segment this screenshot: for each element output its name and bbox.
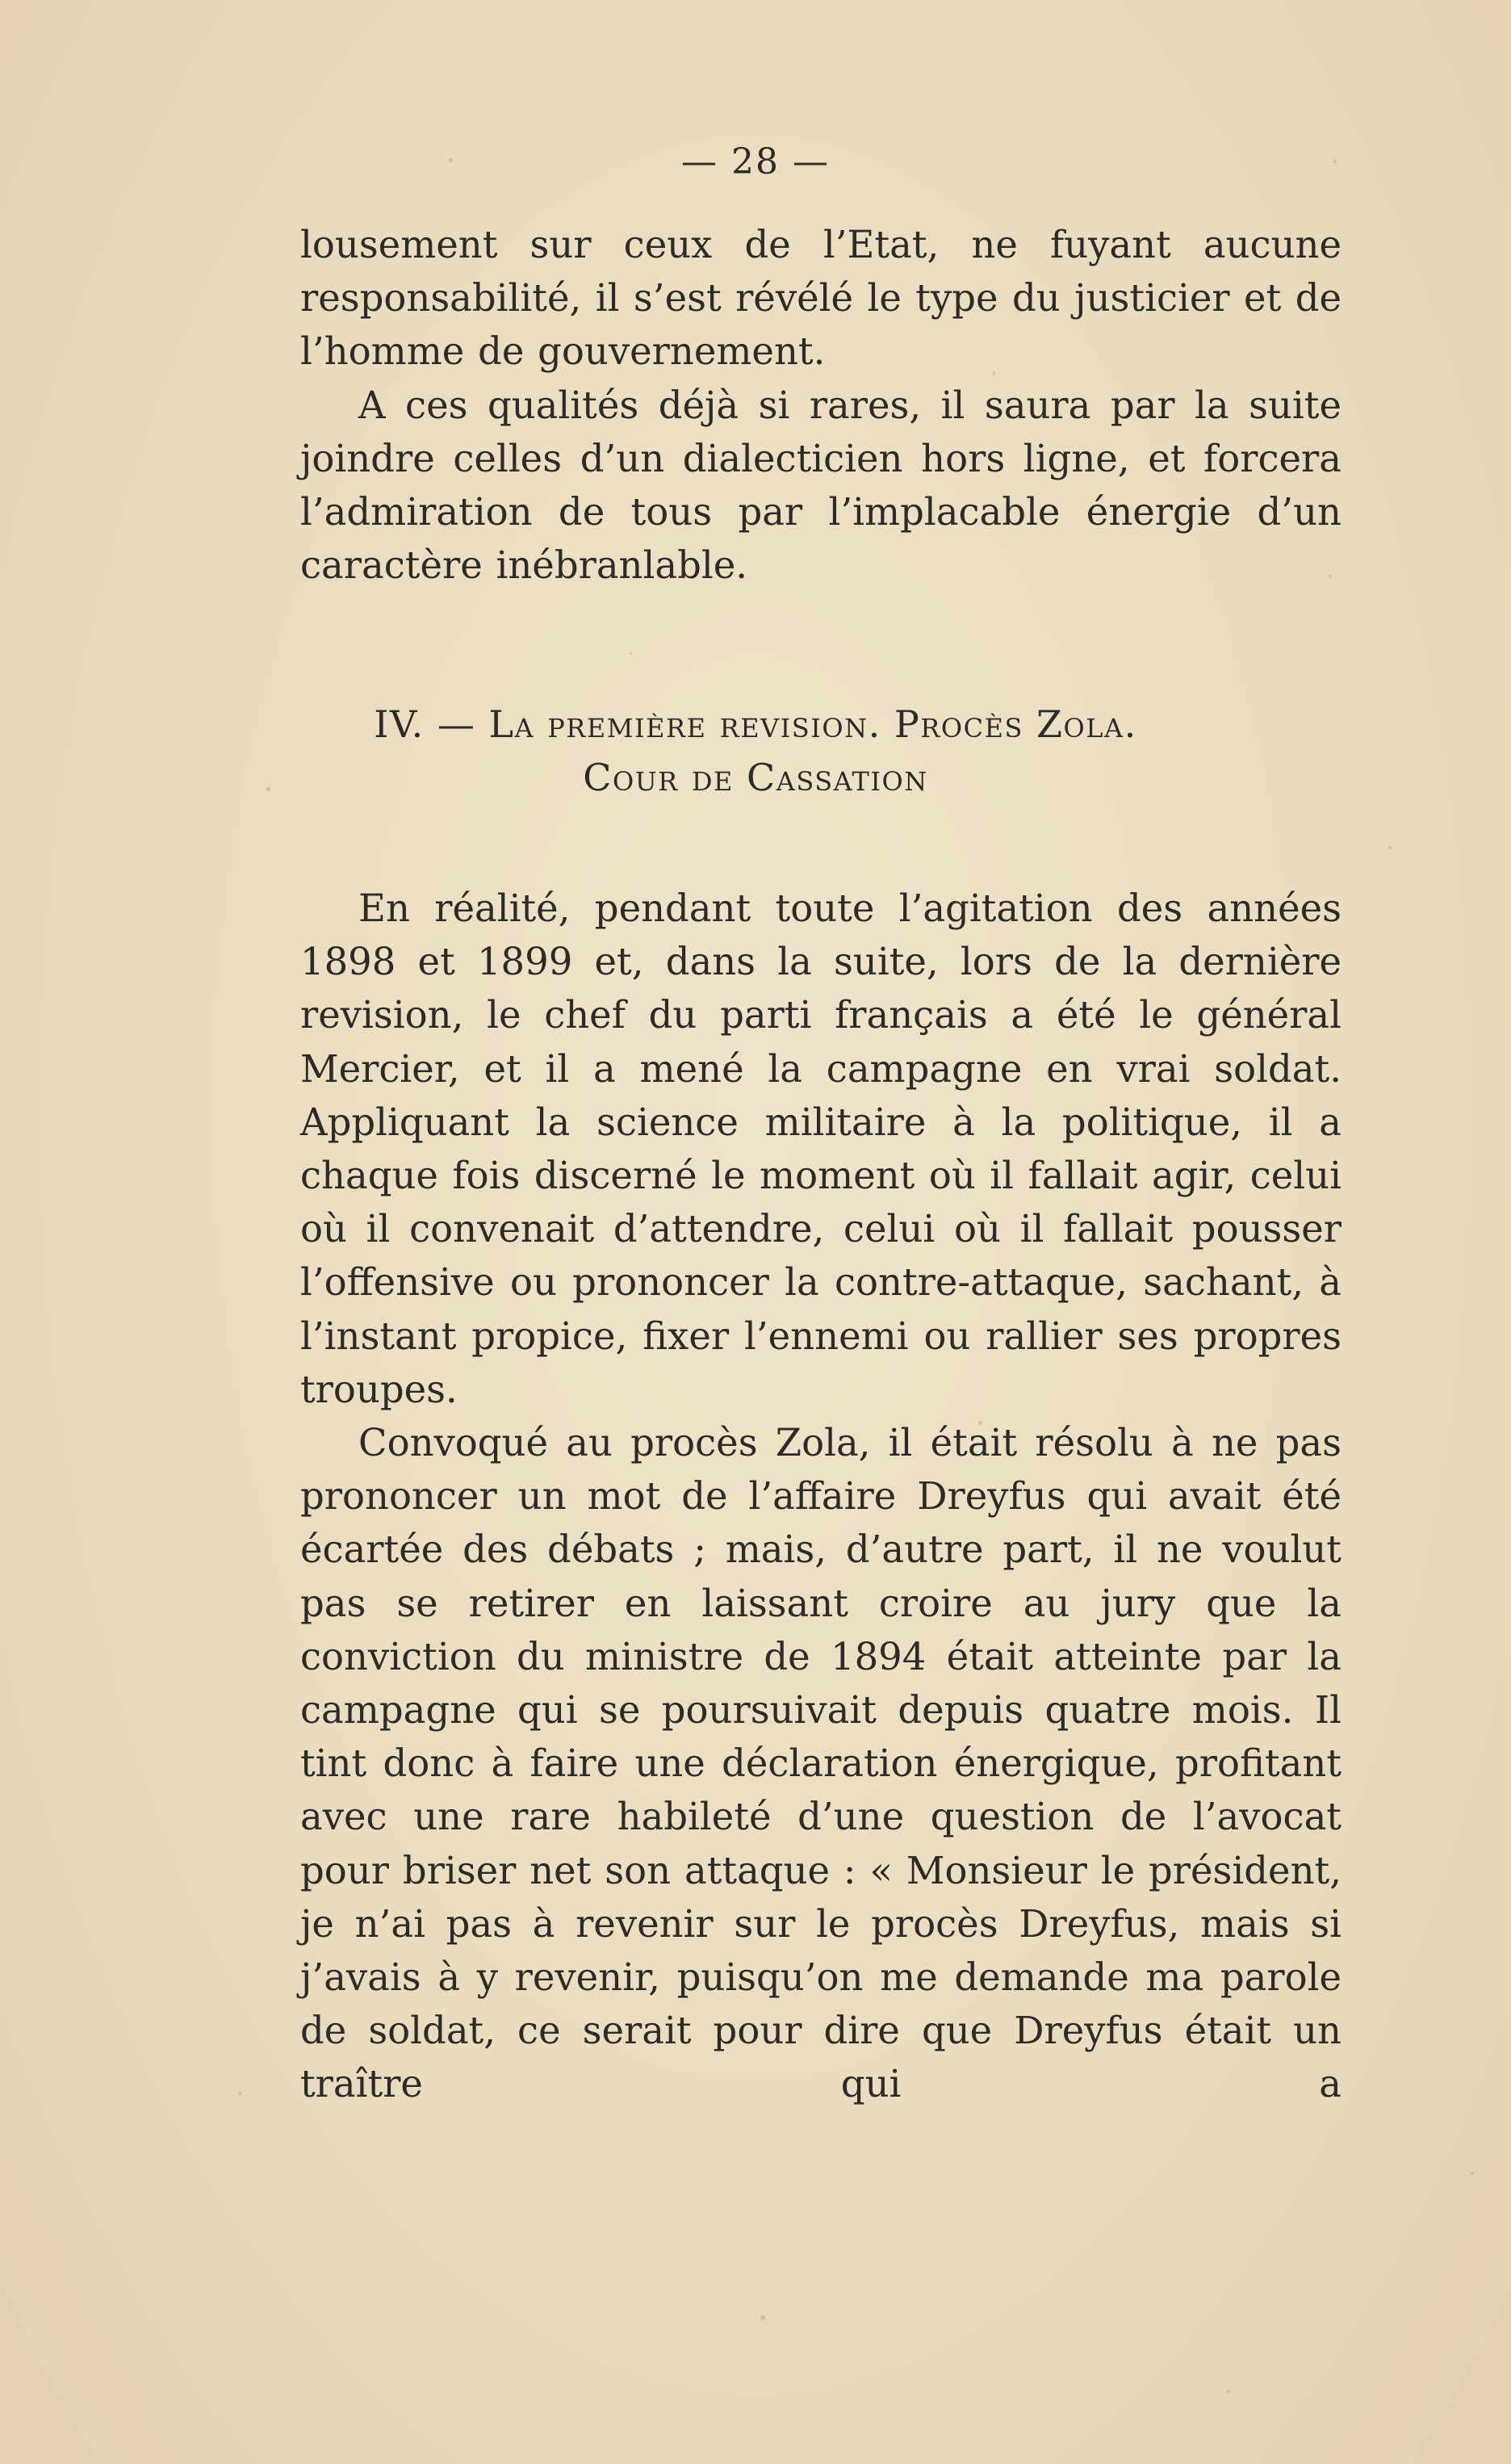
paper-speck — [760, 2315, 765, 2320]
paper-speck — [630, 652, 632, 655]
section-heading: IV. — La première revision. Procès Zola. — [374, 702, 1137, 746]
paper-speck — [239, 2091, 241, 2096]
page-number: — 28 — — [681, 141, 830, 182]
section-subheading: Cour de Cassation — [583, 756, 928, 799]
paper-speck — [1227, 2390, 1230, 2393]
paper-speck — [1388, 846, 1392, 849]
top-text-block — [300, 218, 1341, 592]
paragraph: En réalité, pendant toute l’agitation des années 1898 et 1899 et, dans la suite, lors de la dernière revision, le chef du parti français a été le général Mercier, et il a mené la campagne en vrai soldat. Appliquant la science militaire à la politique, il a chaque fois discerné le moment où il fallait agir, celui où il convenait d’attendre, celui où il fallait pousser l’offensive ou prononcer la contre-attaque, sachant, à l’instant propice, fixer l’ennemi ou rallier ses propres troupes. — [300, 886, 1341, 1411]
paragraph: Convoqué au procès Zola, il était résolu à ne pas prononcer un mot de l’affaire Dreyfus qui avait été écartée des débats ; mais, d’autre part, il ne voulut pas se retirer en laissant croire au jury que la conviction du ministre de 1894 était atteinte par la campagne qui se poursuivait depuis quatre mois. Il tint donc à faire une déclaration énergique, profitant avec une rare habileté d’une question de l’avocat pour briser net son attaque : « Monsieur le président, je n’ai pas à revenir sur le procès Dreyfus, mais si j’avais à y revenir, puisqu’on me demande ma parole de soldat, ce serait pour dire que Dreyfus était un traître qui a — [300, 1421, 1341, 2106]
paragraph: A ces qualités déjà si rares, il saura par la suite joindre celles d’un dialecticien hors ligne, et forcera l’admiration de tous par l’implacable énergie d’un caractère inébranlable. — [300, 383, 1341, 588]
body-text-block — [300, 882, 1341, 2111]
paragraph: lousement sur ceux de l’Etat, ne fuyant aucune responsabilité, il s’est révélé le type du justicier et de l’homme de gouvernement. — [300, 223, 1341, 374]
paper-speck — [1471, 2172, 1474, 2175]
